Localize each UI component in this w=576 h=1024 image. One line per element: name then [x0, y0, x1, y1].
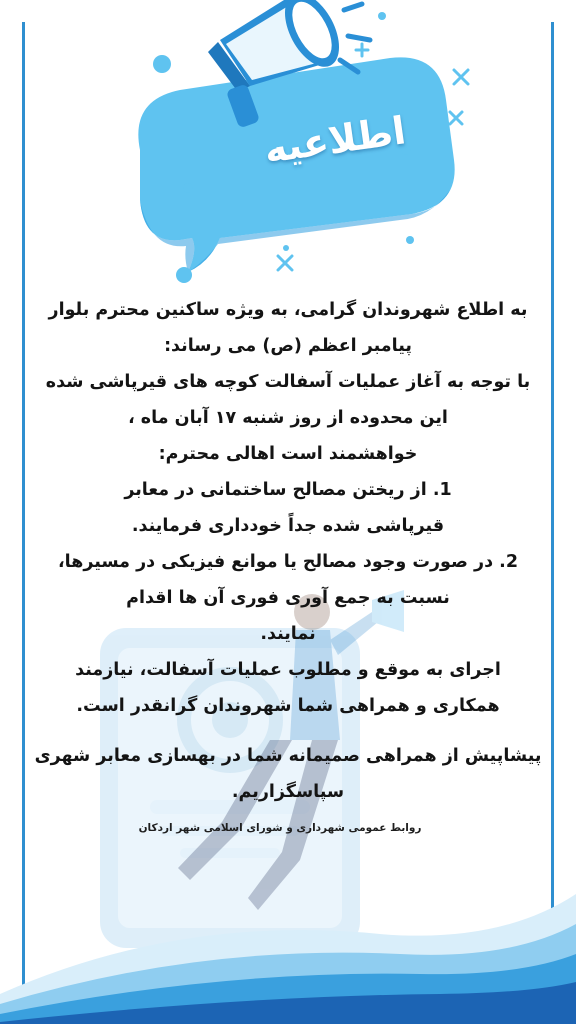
body-line: همکاری و همراهی شما شهروندان گرانقدر است. — [76, 696, 500, 716]
body-line: قیرپاشی شده جداً خودداری فرمایند. — [131, 516, 445, 536]
announcement-title: اطلاعیه — [261, 108, 409, 172]
body-line: این محدوده از روز شنبه ۱۷ آبان ماه ، — [128, 408, 448, 428]
bottom-wave — [0, 874, 576, 1024]
announcement-body — [30, 292, 546, 810]
body-line: 2. در صورت وجود مصالح یا موانع فیزیکی در مسیرها، — [57, 552, 519, 572]
body-line: 1. از ریختن مصالح ساختمانی در معابر — [124, 480, 452, 500]
body-line: خواهشمند است اهالی محترم: — [158, 444, 418, 464]
body-line: نمایند. — [260, 624, 316, 644]
signature: روابط عمومی شهرداری و شورای اسلامی شهر اردکان — [138, 822, 422, 834]
closing-line: سپاسگزاریم. — [231, 782, 345, 802]
body-line: پیامبر اعظم (ص) می رساند: — [164, 336, 412, 356]
body-line: نسبت به جمع آوری فوری آن ها اقدام — [126, 588, 450, 608]
body-line: اجرای به موقع و مطلوب عملیات آسفالت، نیازمند — [75, 660, 501, 680]
body-line: با توجه به آغاز عملیات آسفالت کوچه های قیرپاشی شده — [45, 372, 531, 392]
paragraph-gap — [30, 724, 546, 738]
body-line: به اطلاع شهروندان گرامی، به ویژه ساکنین محترم بلوار — [48, 300, 528, 320]
closing-line: پیشاپیش از همراهی صمیمانه شما در بهسازی معابر شهری — [34, 746, 542, 766]
